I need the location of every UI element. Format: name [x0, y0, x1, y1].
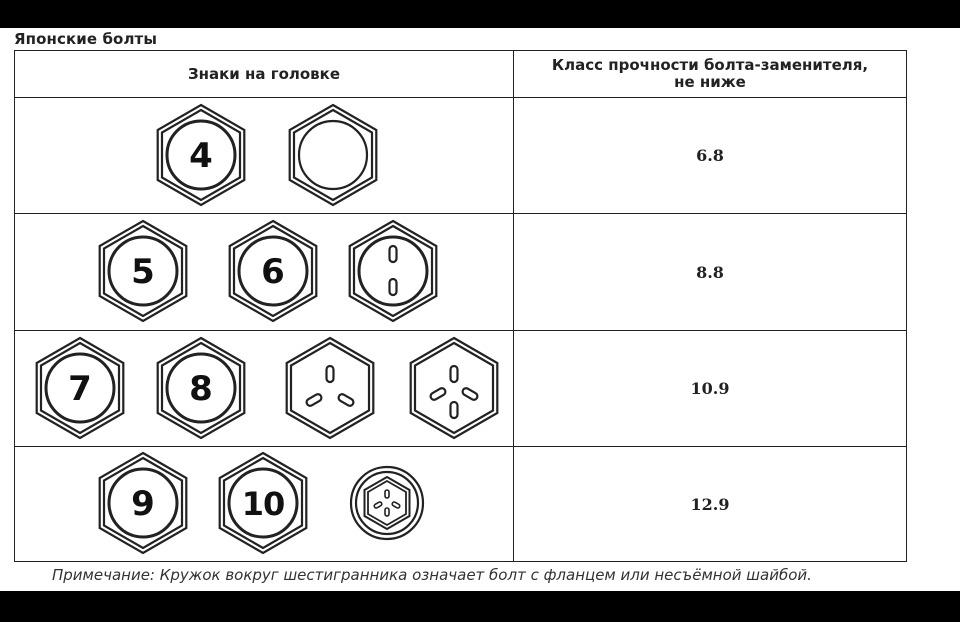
- hex-bolt-mark-blank: [290, 105, 377, 205]
- header-grade-line1: Класс прочности болта-заменителя,: [551, 56, 869, 74]
- bolt-grade-table: [14, 50, 907, 562]
- hex-bolt-mark-7: [37, 338, 124, 438]
- page-title: Японские болты: [14, 30, 157, 48]
- bottom-black-bar: [0, 591, 960, 622]
- grade-cell: [514, 98, 906, 213]
- bolt-head-marks: [15, 51, 513, 561]
- grade-value: 8.8: [696, 262, 724, 282]
- header-head-marks-label: Знаки на головке: [187, 64, 341, 83]
- hex-bolt-mark-three-slots: [287, 338, 374, 438]
- header-replacement-grade: [514, 51, 906, 97]
- hex-bolt-mark-6: [230, 221, 317, 321]
- grade-value: 10.9: [690, 379, 730, 398]
- svg-text:6: 6: [261, 252, 285, 292]
- svg-text:10: 10: [241, 485, 285, 523]
- table-note: Примечание: Кружок вокруг шестигранника означает болт с фланцем или несъёмной шайбой.: [52, 566, 812, 584]
- hex-bolt-mark-9: [100, 453, 187, 553]
- svg-text:7: 7: [68, 369, 92, 409]
- grade-value: 6.8: [696, 146, 724, 165]
- hex-bolt-mark-4: [158, 105, 245, 205]
- header-grade-line2: не ниже: [674, 73, 746, 91]
- svg-text:8: 8: [189, 369, 213, 409]
- flanged-hex-bolt-mark-slots: [351, 467, 423, 539]
- grade-cell: [514, 331, 906, 446]
- top-black-bar: [0, 0, 960, 28]
- svg-text:4: 4: [189, 136, 213, 176]
- grade-cell: [514, 447, 906, 561]
- grade-cell: [514, 214, 906, 330]
- hex-bolt-mark-8: [158, 338, 245, 438]
- grade-value: 12.9: [690, 494, 730, 514]
- svg-text:9: 9: [131, 484, 155, 524]
- hex-bolt-mark-two-slots: [350, 221, 437, 321]
- hex-bolt-mark-four-slots: [411, 338, 498, 438]
- hex-bolt-mark-10: [220, 453, 307, 553]
- hex-bolt-mark-5: [100, 221, 187, 321]
- svg-text:5: 5: [131, 252, 155, 292]
